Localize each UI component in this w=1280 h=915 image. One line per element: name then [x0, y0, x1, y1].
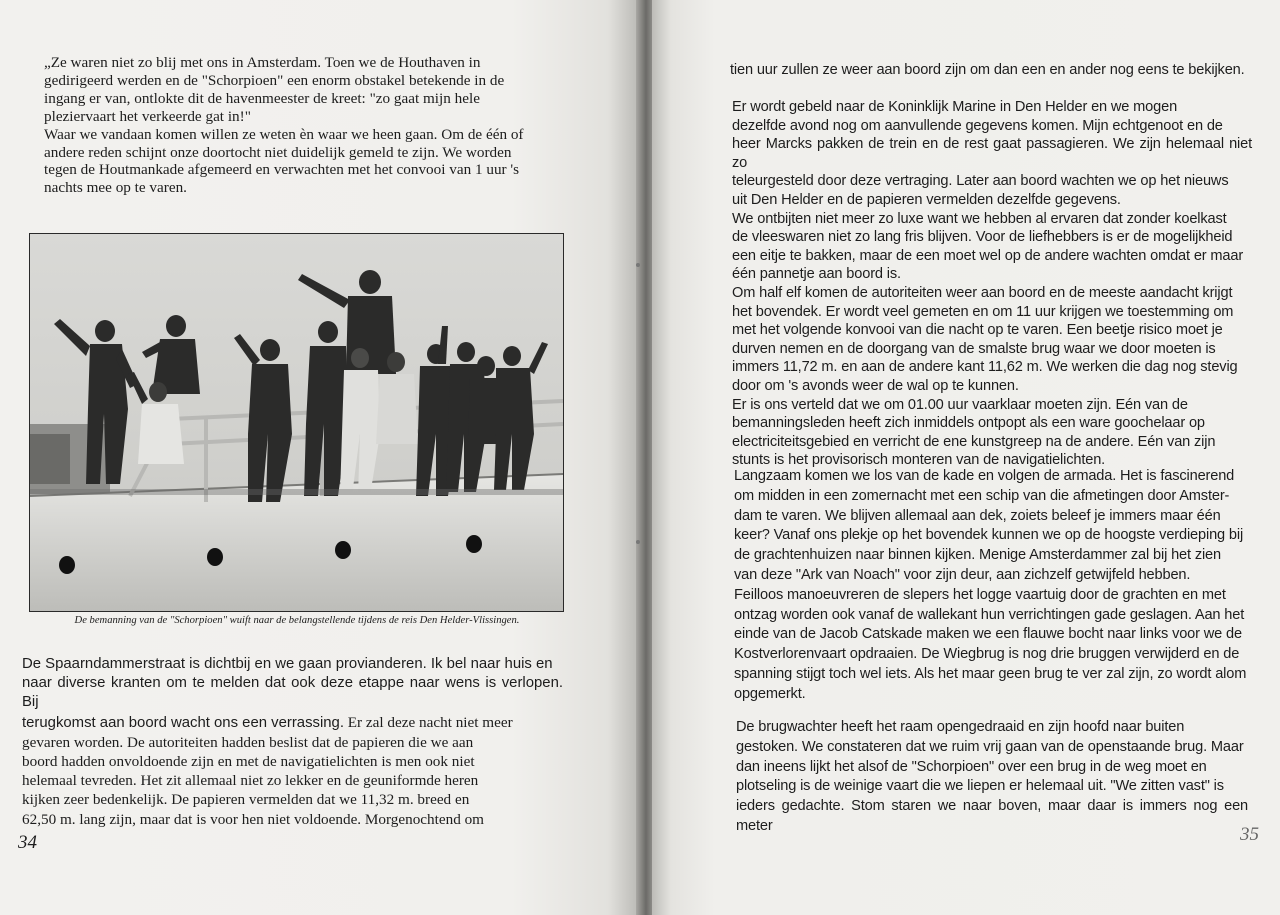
right-paragraph-4: De brugwachter heeft het raam opengedraaid en zijn hoofd naar buiten gestoken. We constateren dat we ruim vrij gaan van de openstaande brug. Maar dan ineens lijkt het alsof de "Schorpioen" over een brug in de weg moet en plotseling is de weinige vaart die we liepen er helemaal uit. "We zitten vast" is ieders gedachte. Stom staren we naar boven, maar daar is immers nog een meter — [736, 719, 1248, 834]
page-number-left: 34 — [18, 832, 37, 853]
stitch-hole — [636, 540, 640, 544]
left-paragraph-2-serif: Er zal deze nacht niet meer gevaren worden. De autoriteiten hadden beslist dat de papieren die we aan boord hadden onvoldoende zijn en met de navigatielichten is men ook niet helemaal tevreden. Het zit allemaal niet zo lekker en de geuniformde heren kijken zeer bedenkelijk. De papieren vermelden dat we 11,32 m. breed en 62,50 m. lang zijn, maar dat is voor hen niet voldoende. Morgenochtend om — [22, 713, 513, 828]
page-number-right: 35 — [1240, 824, 1259, 845]
photo-caption: De bemanning van de "Schorpioen" wuift naar de belangstellende tijdens de reis Den Helder-Vlissingen. — [74, 615, 520, 626]
right-paragraph-1: tien uur zullen ze weer aan boord zijn om dan een en ander nog eens te bekijken. — [730, 62, 1245, 78]
left-paragraph-2-sans: De Spaarndammerstraat is dichtbij en we gaan provianderen. Ik bel naar huis en naar diverse kranten om te melden dat ook deze etappe naar wens is verlopen. Bij terugkomst aan boord wacht ons een verrassing. — [22, 656, 563, 731]
left-paragraph-1: „Ze waren niet zo blij met ons in Amsterdam. Toen we de Houthaven in gedirigeerd werden en de "Schorpioen" een enorm obstakel betekende in de ingang er van, ontlokte dit de havenmeester de kreet: "zo gaat mijn hele pleziervaart het verkeerde gat in!" Waar we vandaan komen willen ze weten èn waar we heen gaan. Om de één of andere reden schijnt onze doortocht niet duidelijk gemeld te zijn. We worden tegen de Houtmankade afgemeerd en verwachten met het convooi van 1 uur 's nachts mee op te varen. — [44, 54, 524, 197]
right-paragraph-3: Langzaam komen we los van de kade en volgen de armada. Het is fascinerend om midden in een zomernacht met een schip van die afmetingen door Amster- dam te varen. We blijven allemaal aan dek, zoiets beleef je immers maar één keer? Vanaf ons plekje op het bovendek kunnen we op de hoogste verdieping bij de grachtenhuizen naar binnen kijken. Menige Amsterdammer zal bij het zien van deze "Ark van Noach" voor zijn deur, aan zichzelf getwijfeld hebben. Feilloos manoeuvreren de slepers het logge vaartuig door de grachten en met ontzag worden ook vanaf de wallekant hun verrichtingen gade geslagen. Aan het einde van de Jacob Catskade maken we een flauwe bocht naar links voor we de Kostverlorenvaart opdraaien. De Wiegbrug is nog drie bruggen verwijderd en de spanning stijgt toch wel iets. Als het maar geen brug te ver zal zijn, zo wordt alom opgemerkt. — [734, 468, 1247, 702]
right-page — [652, 0, 1280, 915]
stitch-hole — [636, 263, 640, 267]
crew-photo — [29, 233, 564, 612]
right-paragraph-2: Er wordt gebeld naar de Koninklijk Marine in Den Helder en we mogen dezelfde avond nog om aanvullende gegevens komen. Mijn echtgenoot en de heer Marcks pakken de trein en de rest gaat passagieren. We zijn helemaal niet zo teleurgesteld door deze vertraging. Later aan boord wachten we op het nieuws uit Den Helder en de papieren vermelden dezelfde gegevens. We ontbijten niet meer zo luxe want we hebben al ervaren dat zonder koelkast de vleeswaren niet zo lang fris blijven. Voor de liefhebbers is er de mogelijkheid een eitje te bakken, maar de een moet wel op de andere wachten omdat er maar één pannetje aan boord is. Om half elf komen de autoriteiten weer aan boord en de meeste aandacht krijgt het bovendek. Er wordt veel gemeten en om 11 uur krijgen we toestemming om met het volgende konvooi van die nacht op te varen. Een beetje risico moet je durven nemen en de doorgang van de smalste brug waar we door moeten is immers 11,72 m. en aan de andere kant 11,62 m. We werken die dag nog stevig door om 's avonds weer de wal op te kunnen. Er is ons verteld dat we om 01.00 uur vaarklaar moeten zijn. Eén van de bemanningsleden heeft zich inmiddels ontpopt als een ware goochelaar op electriciteitsgebied en verricht de ene kunstgreep na de andere. Eén van zijn stunts is het provisorisch monteren van de navigatielichten. — [732, 99, 1252, 469]
left-paragraph-2 — [22, 655, 563, 829]
